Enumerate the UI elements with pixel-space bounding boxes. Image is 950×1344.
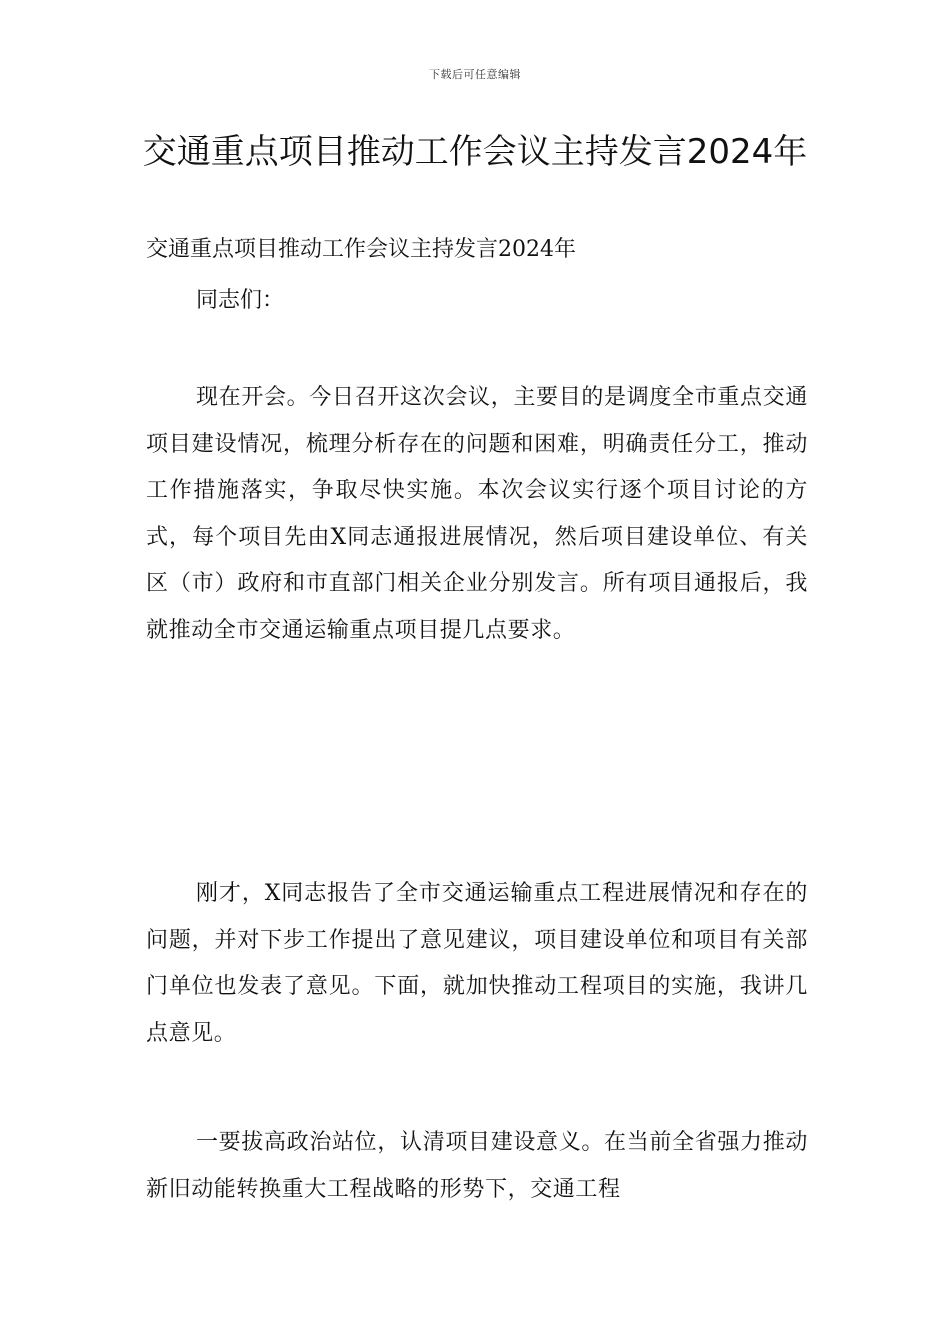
header-note: 下载后可任意编辑 xyxy=(429,68,521,81)
document-title: 交通重点项目推动工作会议主持发言2024年 xyxy=(142,132,808,172)
paragraph-summary: 刚才，X同志报告了全市交通运输重点工程进展情况和存在的问题，并对下步工作提出了意见建议，项目建设单位和项目有关部门单位也发表了意见。下面，就加快推动工程项目的实施，我讲几点意见。 xyxy=(146,881,808,1046)
paragraph-opening: 现在开会。今日召开这次会议，主要目的是调度全市重点交通项目建设情况，梳理分析存在的问题和困难，明确责任分工，推动工作措施落实，争取尽快实施。本次会议实行逐个项目讨论的方式，每个项目先由X同志通报进展情况，然后项目建设单位、有关区（市）政府和市直部门相关企业分别发言。所有项目通报后，我就推动全市交通运输重点项目提几点要求。 xyxy=(146,385,808,643)
paragraph-point-one: 一要拔高政治站位，认清项目建设意义。在当前全省强力推动新旧动能转换重大工程战略的形势下，交通工程 xyxy=(146,1130,808,1202)
document-subtitle: 交通重点项目推动工作会议主持发言2024年 xyxy=(146,237,576,262)
salutation: 同志们： xyxy=(196,288,285,313)
